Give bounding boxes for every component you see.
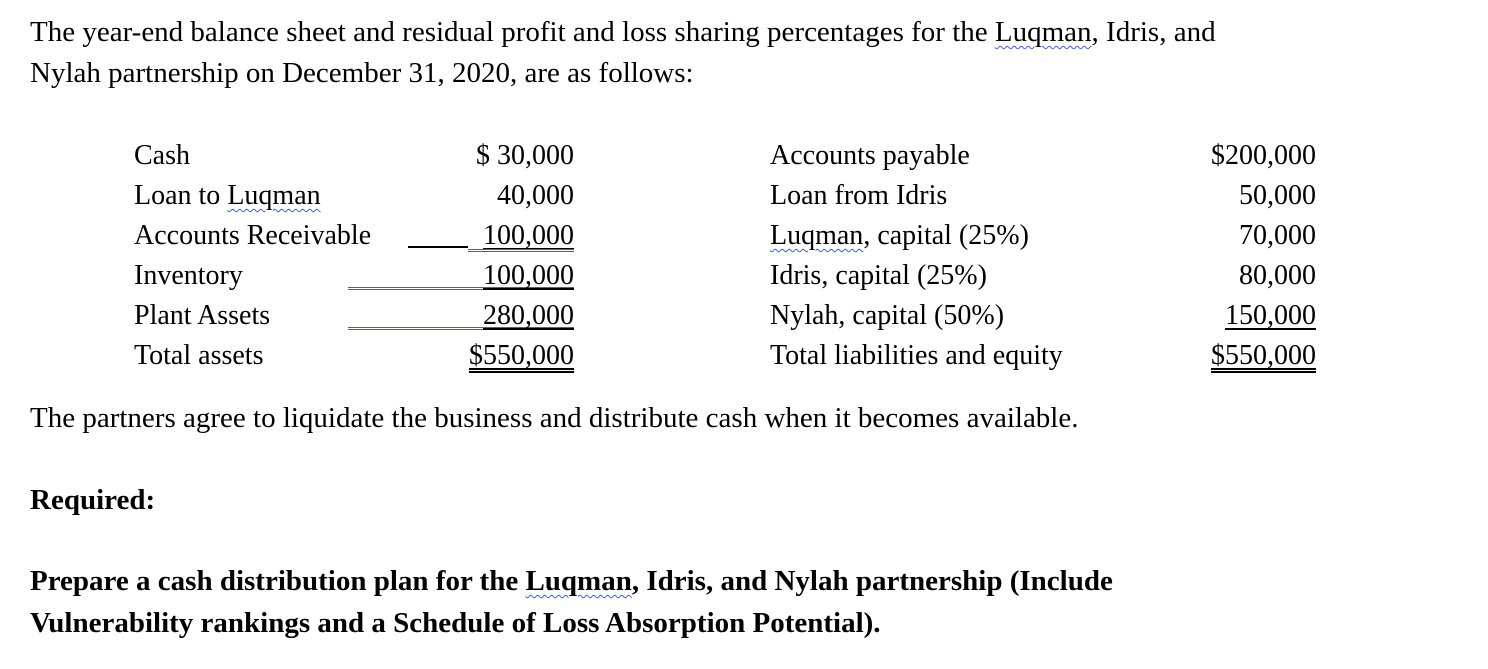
asset-label-cash: Cash xyxy=(134,140,190,171)
required-body xyxy=(30,560,1450,644)
equity-value-idris: 80,000 xyxy=(1239,260,1316,291)
asset-label-loan xyxy=(134,179,321,213)
equity-value-nylah xyxy=(1120,299,1316,333)
asset-value-text: 100,000 xyxy=(483,220,574,251)
liability-label-payable: Accounts payable xyxy=(770,140,970,171)
spellcheck-name: Luqman xyxy=(994,16,1092,48)
asset-value-receivable xyxy=(400,219,574,253)
leader-line xyxy=(468,249,574,252)
liability-label-loan-idris: Loan from Idris xyxy=(770,180,948,211)
asset-value-cash: $ 30,000 xyxy=(476,140,574,171)
asset-label-inventory: Inventory xyxy=(134,260,243,291)
spellcheck-name: Luqman xyxy=(770,220,864,251)
asset-label-receivable: Accounts Receivable xyxy=(134,220,372,251)
equity-label-text: , capital (25%) xyxy=(863,220,1029,251)
required-line-1 xyxy=(30,560,1450,602)
required-line-2: Vulnerability rankings and a Schedule of Loss Absorption Potential). xyxy=(30,607,881,639)
spellcheck-name: Luqman xyxy=(227,180,321,211)
asset-label-total: Total assets xyxy=(134,340,264,371)
liability-label-total: Total liabilities and equity xyxy=(770,340,1063,371)
agreement-text: The partners agree to liquidate the business and distribute cash when it becomes available. xyxy=(30,402,1079,434)
intro-paragraph xyxy=(30,12,1450,94)
intro-line-1 xyxy=(30,12,1450,53)
liability-value-payable: $200,000 xyxy=(1211,140,1316,171)
asset-value-text: $550,000 xyxy=(469,340,574,371)
spellcheck-name: Luqman xyxy=(525,565,632,597)
asset-label-text: Loan to xyxy=(134,180,228,211)
liability-value-total xyxy=(1120,339,1316,373)
equity-value-luqman: 70,000 xyxy=(1239,220,1316,251)
required-heading: Required: xyxy=(30,484,156,516)
equity-label-idris: Idris, capital (25%) xyxy=(770,260,987,291)
asset-value-inventory xyxy=(400,259,574,293)
required-text: Prepare a cash distribution plan for the xyxy=(30,565,526,597)
asset-value-loan: 40,000 xyxy=(497,180,574,211)
intro-text: , Idris, and xyxy=(1091,16,1216,48)
required-text: , Idris, and Nylah partnership (Include xyxy=(631,565,1113,597)
intro-line-2: Nylah partnership on December 31, 2020, are as follows: xyxy=(30,57,694,89)
equity-label-nylah: Nylah, capital (50%) xyxy=(770,300,1005,331)
liability-value-loan-idris: 50,000 xyxy=(1239,180,1316,211)
asset-label-plant: Plant Assets xyxy=(134,300,271,331)
equity-label-luqman xyxy=(770,219,1029,253)
intro-text: The year-end balance sheet and residual profit and loss sharing percentages for the xyxy=(30,16,995,48)
asset-value-total xyxy=(400,339,574,373)
equity-value-text: 150,000 xyxy=(1225,300,1316,331)
asset-value-text: 280,000 xyxy=(483,300,574,331)
asset-value-text: 100,000 xyxy=(483,260,574,291)
liability-value-text: $550,000 xyxy=(1211,340,1316,371)
asset-value-plant xyxy=(400,299,574,333)
